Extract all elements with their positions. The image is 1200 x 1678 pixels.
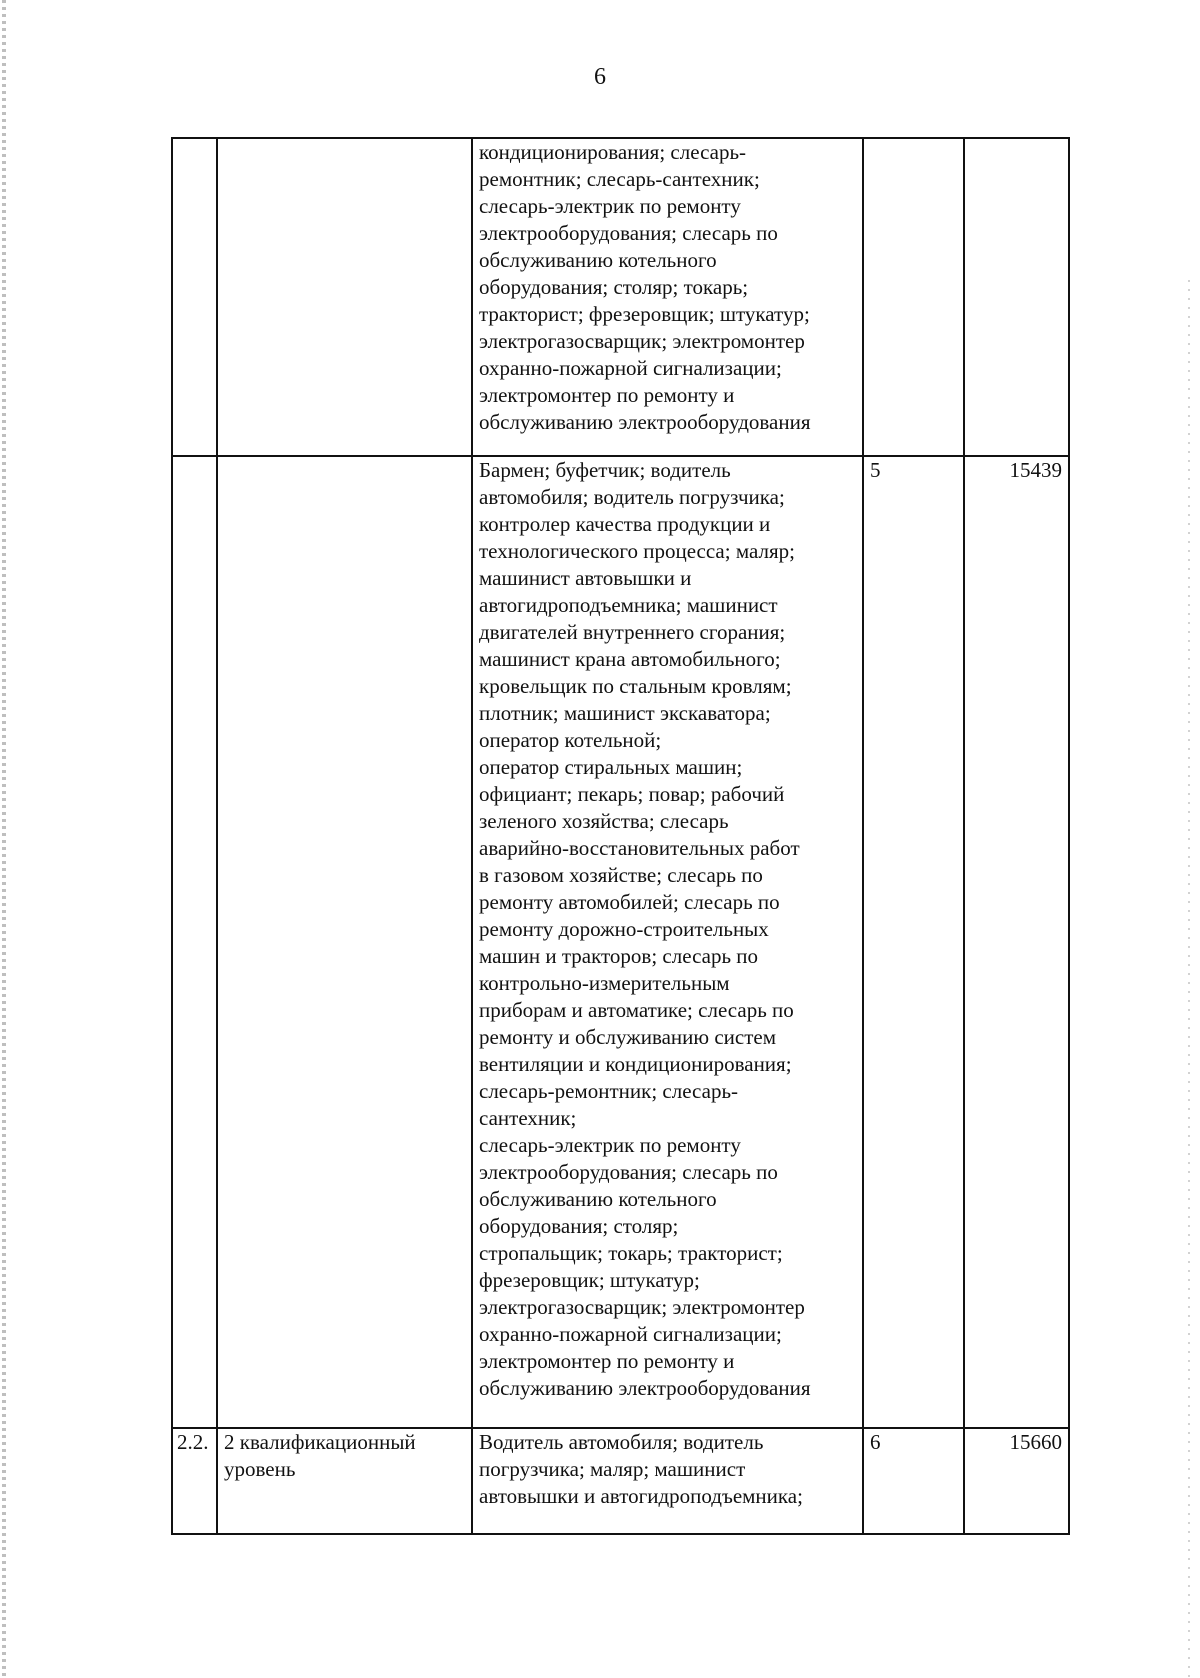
table-row <box>172 138 1069 456</box>
row-number-cell <box>172 138 217 456</box>
page-number: 6 <box>594 64 606 90</box>
profession-line: Бармен; буфетчик; водитель <box>479 458 731 482</box>
profession-line: двигателей внутреннего сгорания; <box>479 620 786 644</box>
profession-line: оператор стиральных машин; <box>479 755 743 779</box>
row-number-cell: 2.2. <box>172 1428 217 1534</box>
qualification-grade-cell: 5 <box>863 456 964 1428</box>
qualification-level-cell <box>217 456 472 1428</box>
profession-line: вентиляции и кондиционирования; <box>479 1052 792 1076</box>
profession-line: обслуживанию котельного <box>479 1187 717 1211</box>
profession-line: плотник; машинист экскаватора; <box>479 701 771 725</box>
professions-cell <box>472 138 863 456</box>
profession-line: обслуживанию электрооборудования <box>479 410 811 434</box>
qualification-level-line: 2 квалификационный <box>224 1430 416 1454</box>
profession-line: контролер качества продукции и <box>479 512 771 536</box>
profession-line: технологического процесса; маляр; <box>479 539 795 563</box>
profession-line: фрезеровщик; штукатур; <box>479 1268 700 1292</box>
salary-cell: 15439 <box>964 456 1069 1428</box>
profession-line: автогидроподъемника; машинист <box>479 593 778 617</box>
profession-line: аварийно-восстановительных работ <box>479 836 800 860</box>
profession-line: охранно-пожарной сигнализации; <box>479 1322 782 1346</box>
profession-line: ремонту автомобилей; слесарь по <box>479 890 780 914</box>
qualification-level-line: уровень <box>224 1457 296 1481</box>
profession-line: приборам и автоматике; слесарь по <box>479 998 794 1022</box>
profession-line: кондиционирования; слесарь- <box>479 140 747 164</box>
profession-line: погрузчика; маляр; машинист <box>479 1457 746 1481</box>
qualification-table <box>171 137 1070 1535</box>
profession-line: оборудования; столяр; <box>479 1214 679 1238</box>
profession-line: тракторист; фрезеровщик; штукатур; <box>479 302 810 326</box>
profession-line: ремонту и обслуживанию систем <box>479 1025 776 1049</box>
profession-line: слесарь-электрик по ремонту <box>479 1133 741 1157</box>
profession-line: контрольно-измерительным <box>479 971 730 995</box>
profession-line: машинист крана автомобильного; <box>479 647 781 671</box>
profession-line: машин и тракторов; слесарь по <box>479 944 759 968</box>
profession-line: электрооборудования; слесарь по <box>479 221 778 245</box>
salary-cell: 15660 <box>964 1428 1069 1534</box>
profession-line: электрогазосварщик; электромонтер <box>479 329 805 353</box>
profession-line: охранно-пожарной сигнализации; <box>479 356 782 380</box>
qualification-level-cell <box>217 138 472 456</box>
profession-line: сантехник; <box>479 1106 577 1130</box>
profession-line: официант; пекарь; повар; рабочий <box>479 782 785 806</box>
profession-line: электромонтер по ремонту и <box>479 1349 735 1373</box>
profession-line: слесарь-электрик по ремонту <box>479 194 741 218</box>
professions-cell <box>472 456 863 1428</box>
salary-cell <box>964 138 1069 456</box>
qualification-level-cell <box>217 1428 472 1534</box>
profession-line: электрооборудования; слесарь по <box>479 1160 778 1184</box>
profession-line: оборудования; столяр; токарь; <box>479 275 749 299</box>
row-number-cell <box>172 456 217 1428</box>
profession-line: ремонтник; слесарь-сантехник; <box>479 167 760 191</box>
profession-line: ремонту дорожно-строительных <box>479 917 769 941</box>
profession-line: обслуживанию котельного <box>479 248 717 272</box>
profession-line: зеленого хозяйства; слесарь <box>479 809 729 833</box>
profession-line: автомобиля; водитель погрузчика; <box>479 485 785 509</box>
scan-edge-right <box>1188 280 1190 1678</box>
profession-line: электрогазосварщик; электромонтер <box>479 1295 805 1319</box>
table-row <box>172 1428 1069 1534</box>
profession-line: электромонтер по ремонту и <box>479 383 735 407</box>
profession-line: кровельщик по стальным кровлям; <box>479 674 792 698</box>
profession-line: машинист автовышки и <box>479 566 692 590</box>
profession-line: Водитель автомобиля; водитель <box>479 1430 764 1454</box>
qualification-grade-cell: 6 <box>863 1428 964 1534</box>
table-row <box>172 456 1069 1428</box>
qualification-grade-cell <box>863 138 964 456</box>
profession-line: стропальщик; токарь; тракторист; <box>479 1241 783 1265</box>
profession-line: автовышки и автогидроподъемника; <box>479 1484 803 1508</box>
profession-line: в газовом хозяйстве; слесарь по <box>479 863 763 887</box>
professions-cell <box>472 1428 863 1534</box>
scan-edge-left <box>2 0 6 1678</box>
profession-line: оператор котельной; <box>479 728 662 752</box>
profession-line: слесарь-ремонтник; слесарь- <box>479 1079 739 1103</box>
profession-line: обслуживанию электрооборудования <box>479 1376 811 1400</box>
